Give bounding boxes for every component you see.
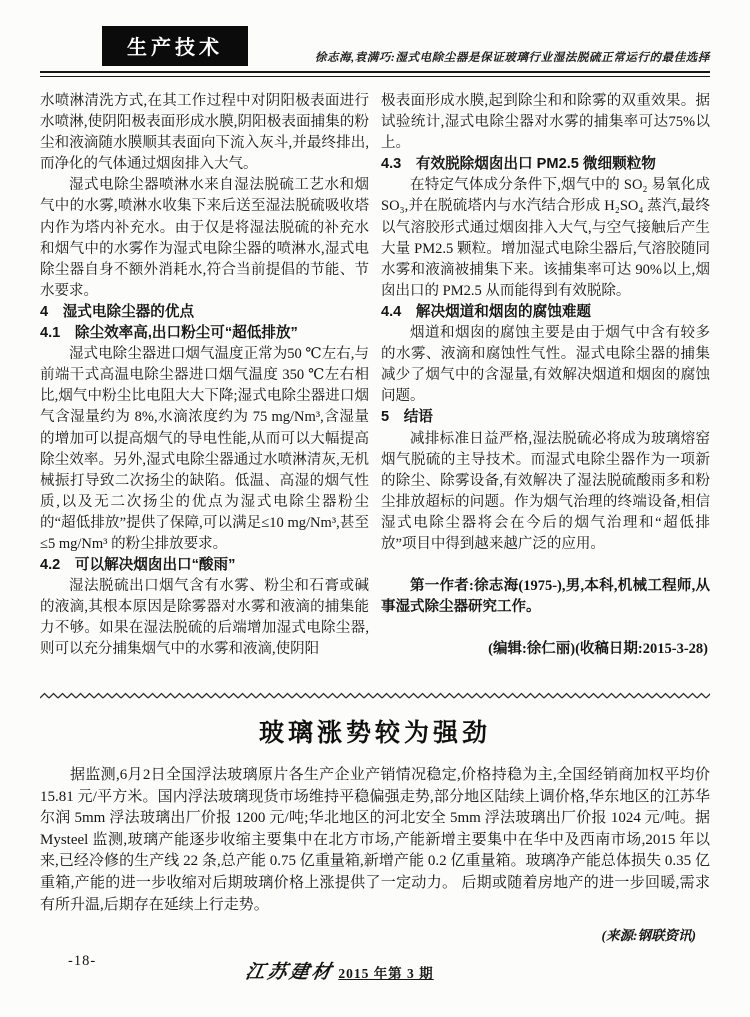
page-header [40, 26, 710, 66]
paragraph: 湿式电除尘器进口烟气温度正常为50 ℃左右,与前端干式高温电除尘器进口烟气温度 350 ℃左右相比,烟气中粉尘比电阻大大下降;湿式电除尘器进口烟气含湿量约为 8%,水滴浓度约为 75 mg/Nm³,含湿量的增加可以提高烟气的导电性能,从而可以大幅提高除尘效率。另外,湿式电除尘器通过水喷淋清灰,无机械振打导致二次扬尘的缺陷。低温、高湿的烟气性质,以及无二次扬尘的优点为湿式电除尘器粉尘的“超低排放”提供了保障,可以满足≤10 mg/Nm³,甚至≤5 mg/Nm³ 的粉尘排放要求。 [40, 346, 369, 552]
section-heading: 4 湿式电除尘器的优点 [40, 303, 195, 320]
paragraph: 湿法脱硫出口烟气含有水雾、粉尘和石膏或碱的液滴,其根本原因是除雾器对水雾和液滴的捕集能力不够。如果在湿法脱硫的后端增加湿式电除尘器,则可以充分捕集烟气中的水雾和液滴,使阴阳 [40, 578, 369, 658]
section-heading: 4.4 解决烟道和烟囱的腐蚀难题 [381, 303, 592, 320]
news-article [40, 713, 710, 944]
paragraph: 烟道和烟囱的腐蚀主要是由于烟气中含有较多的水雾、液滴和腐蚀性气性。湿式电除尘器的捕集减少了烟气中的含湿量,有效解决烟道和烟囱的腐蚀问题。 [381, 325, 710, 405]
paragraph: 极表面形成水膜,起到除尘和和除雾的双重效果。据试验统计,湿式电除尘器对水雾的捕集率可达75%以上。 [381, 93, 710, 152]
section-heading: 5 结语 [381, 409, 433, 426]
news-title: 玻璃涨势较为强劲 [258, 719, 491, 747]
page-footer [40, 943, 710, 983]
news-source: (来源:钢联资讯) [601, 928, 696, 944]
journal-issue: 2015 年第 3 期 [338, 966, 434, 981]
paragraph: 湿式电除尘器喷淋水来自湿法脱硫工艺水和烟气中的水雾,喷淋水收集下来后送至湿法脱硫吸收塔内作为塔内补充水。由于仅是将湿法脱硫的补充水和烟气中的水雾作为湿式电除尘器的喷淋水,湿式电除尘器自身不额外消耗水,符合当前提倡的节能、节水要求。 [40, 177, 369, 299]
paragraph: 减排标准日益严格,湿法脱硫必将成为玻璃熔窑烟气脱硫的主导技术。而湿式电除尘器作为一项新的除尘、除雾设备,有效解决了湿法脱硫酸雨多和粉尘排放超标的问题。作为烟气治理的终端设备,相信湿式电除尘器将会在今后的烟气治理和“超低排放”项目中得到越来越广泛的应用。 [381, 430, 710, 552]
journal-name: 江苏建材 [244, 962, 336, 983]
header-rule [40, 71, 710, 77]
section-heading: 4.2 可以解决烟囱出口“酸雨” [40, 557, 236, 574]
author-note: 第一作者:徐志海(1975-),男,本科,机械工程师,从事湿式除尘器研究工作。 [381, 578, 710, 616]
column-badge: 生产技术 [102, 26, 248, 66]
wavy-divider [40, 687, 710, 695]
journal-mark [40, 957, 640, 984]
article-columns [40, 91, 710, 663]
section-heading: 4.1 除尘效率高,出口粉尘可“超低排放” [40, 325, 298, 342]
section-heading: 4.3 有效脱除烟囱出口 PM2.5 微细颗粒物 [381, 156, 656, 173]
left-column [40, 91, 369, 663]
paragraph: 在特定气体成分条件下,烟气中的 SO₂ 易氧化成 SO₃,并在脱硫塔内与水汽结合形成 H₂SO₄ 蒸汽,最终以气溶胶形式通过烟囱排入大气,与空气接触后产生大量 PM2.5 颗粒。增加湿式电除尘器后,气溶胶随同水雾和液滴被捕集下来。该捕集率可达 90%以上,烟囱出口的 PM2.5 从而能得到有效脱除。 [381, 177, 710, 299]
right-column [381, 91, 710, 663]
running-head: 徐志海,袁满巧:湿式电除尘器是保证玻璃行业湿法脱硫正常运行的最佳选择 [314, 52, 710, 64]
news-body: 据监测,6月2日全国浮法玻璃原片各生产企业产销情况稳定,价格持稳为主,全国经销商加权平均价 15.81 元/平方米。国内浮法玻璃现货市场维持平稳偏强走势,部分地区陆续上调价格,华东地区的江苏华尔润 5mm 浮法玻璃出厂价报 1200 元/吨;华北地区的河北安全 5mm 浮法玻璃出厂价报 1024 元/吨。据 Mysteel 监测,玻璃产能逐步收缩主要集中在北方市场,产能新增主要集中在华中及西南市场,2015 年以来,已经冷修的生产线 22 条,总产能 0.75 亿重量箱,新增产能 0.2 亿重量箱。玻璃净产能总体损失 0.35 亿重箱,产能的进一步收缩对后期玻璃价格上涨提供了一定动力。 后期或随着房地产的进一步回暖,需求有所升温,后期存在延续上行走势。 [40, 767, 710, 913]
paragraph: 水喷淋清洗方式,在其工作过程中对阴阳极表面进行水喷淋,使阴阳极表面形成水膜,阴阳极表面捕集的粉尘和液滴随水膜顺其表面向下流入灰斗,并最终排出,而净化的气体通过烟囱排入大气。 [40, 93, 369, 173]
zigzag-pattern-icon [40, 692, 710, 700]
page-number: -18- [68, 953, 97, 969]
editor-note: (编辑:徐仁丽)(收稿日期:2015-3-28) [488, 641, 708, 658]
